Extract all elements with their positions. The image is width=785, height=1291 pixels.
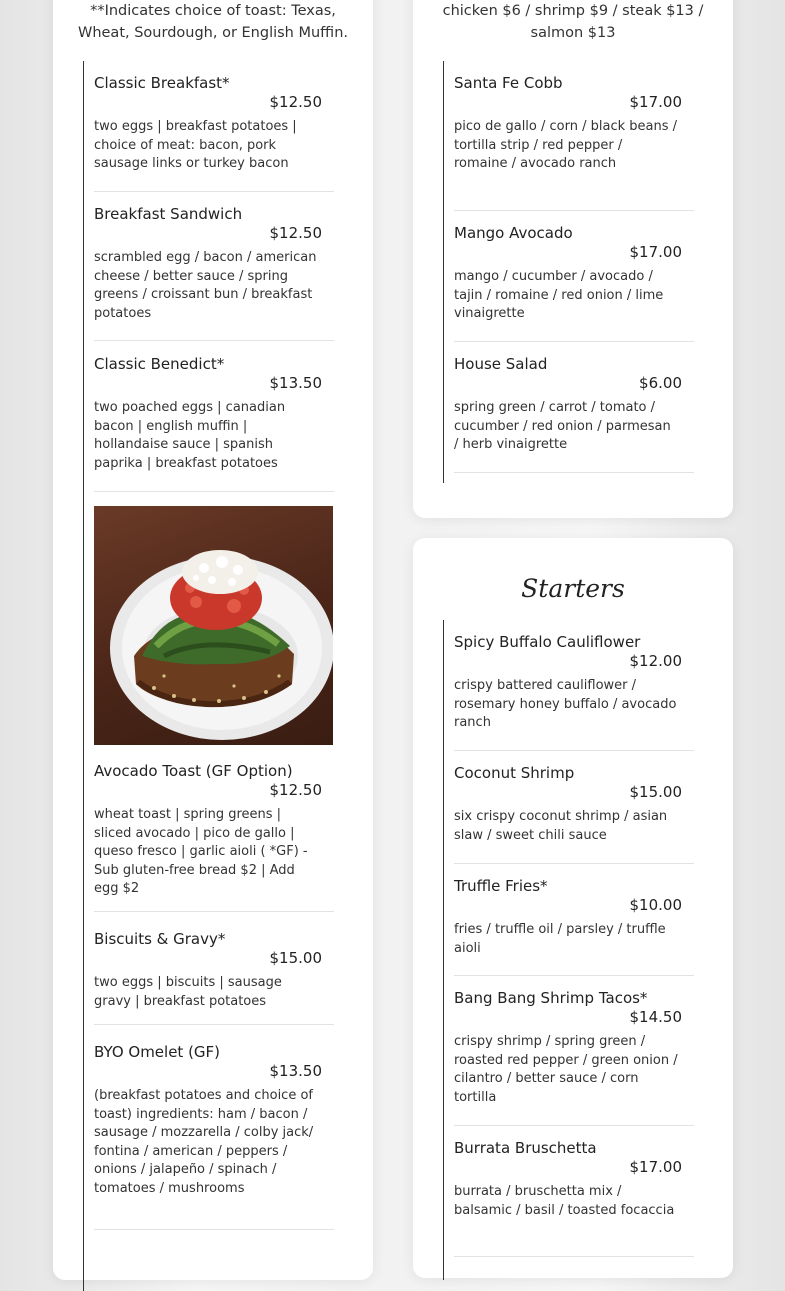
item-price: $10.00 <box>629 896 682 914</box>
item-name: Classic Breakfast* <box>94 74 230 92</box>
item-description: two eggs | breakfast potatoes | choice of meat: bacon, pork sausage links or turkey bacon <box>94 119 297 172</box>
item-price: $13.50 <box>269 1062 322 1080</box>
menu-item[interactable] <box>454 73 694 211</box>
menu-item[interactable] <box>454 223 694 342</box>
item-description: two eggs | biscuits | sausage gravy | breakfast potatoes <box>94 975 282 1009</box>
salad-item-list <box>443 61 704 483</box>
item-price: $12.50 <box>269 93 322 111</box>
item-description: crispy battered cauliflower / rosemary honey buffalo / avocado ranch <box>454 678 677 731</box>
section-title: Starters <box>521 574 625 603</box>
item-description: mango / cucumber / avocado / tajin / romaine / red onion / lime vinaigrette <box>454 269 664 322</box>
item-description: wheat toast | spring greens | sliced avocado | pico de gallo | queso fresco | garlic aioli ( *GF) - Sub gluten-free bread $2 | Add egg $2 <box>94 807 308 897</box>
item-description: (breakfast potatoes and choice of toast) ingredients: ham / bacon / sausage / mozzarella / colby jack/ fontina / american / peppers / onions / jalapeño / spinach / tomatoes / mushrooms <box>94 1088 314 1196</box>
menu-item[interactable] <box>454 876 694 976</box>
menu-item[interactable] <box>454 354 694 473</box>
item-name: Spicy Buffalo Cauliflower <box>454 633 641 651</box>
toast-choice-note: **Indicates choice of toast: Texas, Wheat, Sourdough, or English Muffin. <box>77 3 348 41</box>
item-price: $15.00 <box>269 949 322 967</box>
menu-item[interactable] <box>94 1042 334 1230</box>
menu-item[interactable] <box>94 204 334 341</box>
item-description: two poached eggs | canadian bacon | english muffin | hollandaise sauce | spanish paprika | breakfast potatoes <box>94 400 286 471</box>
avocado-toast-photo[interactable] <box>94 506 333 745</box>
menu-item[interactable] <box>454 632 694 751</box>
item-price: $17.00 <box>629 243 682 261</box>
breakfast-menu-card <box>53 0 373 1280</box>
item-description: spring green / carrot / tomato / cucumber / red onion / parmesan / herb vinaigrette <box>454 400 671 453</box>
item-description: burrata / bruschetta mix / balsamic / basil / toasted focaccia <box>454 1184 675 1218</box>
item-description: crispy shrimp / spring green / roasted red pepper / green onion / cilantro / better sauce / corn tortilla <box>454 1034 678 1105</box>
item-name: Santa Fe Cobb <box>454 74 563 92</box>
item-price: $17.00 <box>629 93 682 111</box>
breakfast-item-list <box>83 61 344 1291</box>
item-name: Coconut Shrimp <box>454 764 575 782</box>
item-description: scrambled egg / bacon / american cheese / better sauce / spring greens / croissant bun / breakfast potatoes <box>94 250 317 321</box>
menu-item[interactable] <box>454 763 694 864</box>
item-name: House Salad <box>454 355 548 373</box>
protein-add-on-note: chicken $6 / shrimp $9 / steak $13 / salmon $13 <box>442 3 704 41</box>
item-price: $12.00 <box>629 652 682 670</box>
item-name: Avocado Toast (GF Option) <box>94 762 293 780</box>
item-name: Biscuits & Gravy* <box>94 930 226 948</box>
item-price: $14.50 <box>629 1008 682 1026</box>
item-description: fries / truffle oil / parsley / truffle aioli <box>454 922 666 956</box>
item-price: $6.00 <box>639 374 682 392</box>
menu-item[interactable] <box>94 929 334 1025</box>
item-price: $12.50 <box>269 781 322 799</box>
menu-item[interactable] <box>94 354 334 492</box>
item-name: BYO Omelet (GF) <box>94 1043 221 1061</box>
avocado-toast-image-icon <box>94 506 333 745</box>
item-price: $17.00 <box>629 1158 682 1176</box>
item-name: Classic Benedict* <box>94 355 225 373</box>
menu-item[interactable] <box>94 73 334 192</box>
item-name: Truffle Fries* <box>454 877 548 895</box>
item-name: Bang Bang Shrimp Tacos* <box>454 989 648 1007</box>
item-price: $13.50 <box>269 374 322 392</box>
item-description: pico de gallo / corn / black beans / tortilla strip / red pepper / romaine / avocado ranch <box>454 119 677 172</box>
item-price: $12.50 <box>269 224 322 242</box>
starters-menu-card <box>413 538 733 1278</box>
menu-item[interactable] <box>94 761 334 912</box>
item-price: $15.00 <box>629 783 682 801</box>
menu-item[interactable] <box>454 1138 694 1257</box>
item-name: Mango Avocado <box>454 224 573 242</box>
salads-menu-card <box>413 0 733 518</box>
item-name: Burrata Bruschetta <box>454 1139 597 1157</box>
starter-item-list <box>443 620 704 1280</box>
menu-item[interactable] <box>454 988 694 1126</box>
item-name: Breakfast Sandwich <box>94 205 243 223</box>
item-description: six crispy coconut shrimp / asian slaw / sweet chili sauce <box>454 809 668 843</box>
